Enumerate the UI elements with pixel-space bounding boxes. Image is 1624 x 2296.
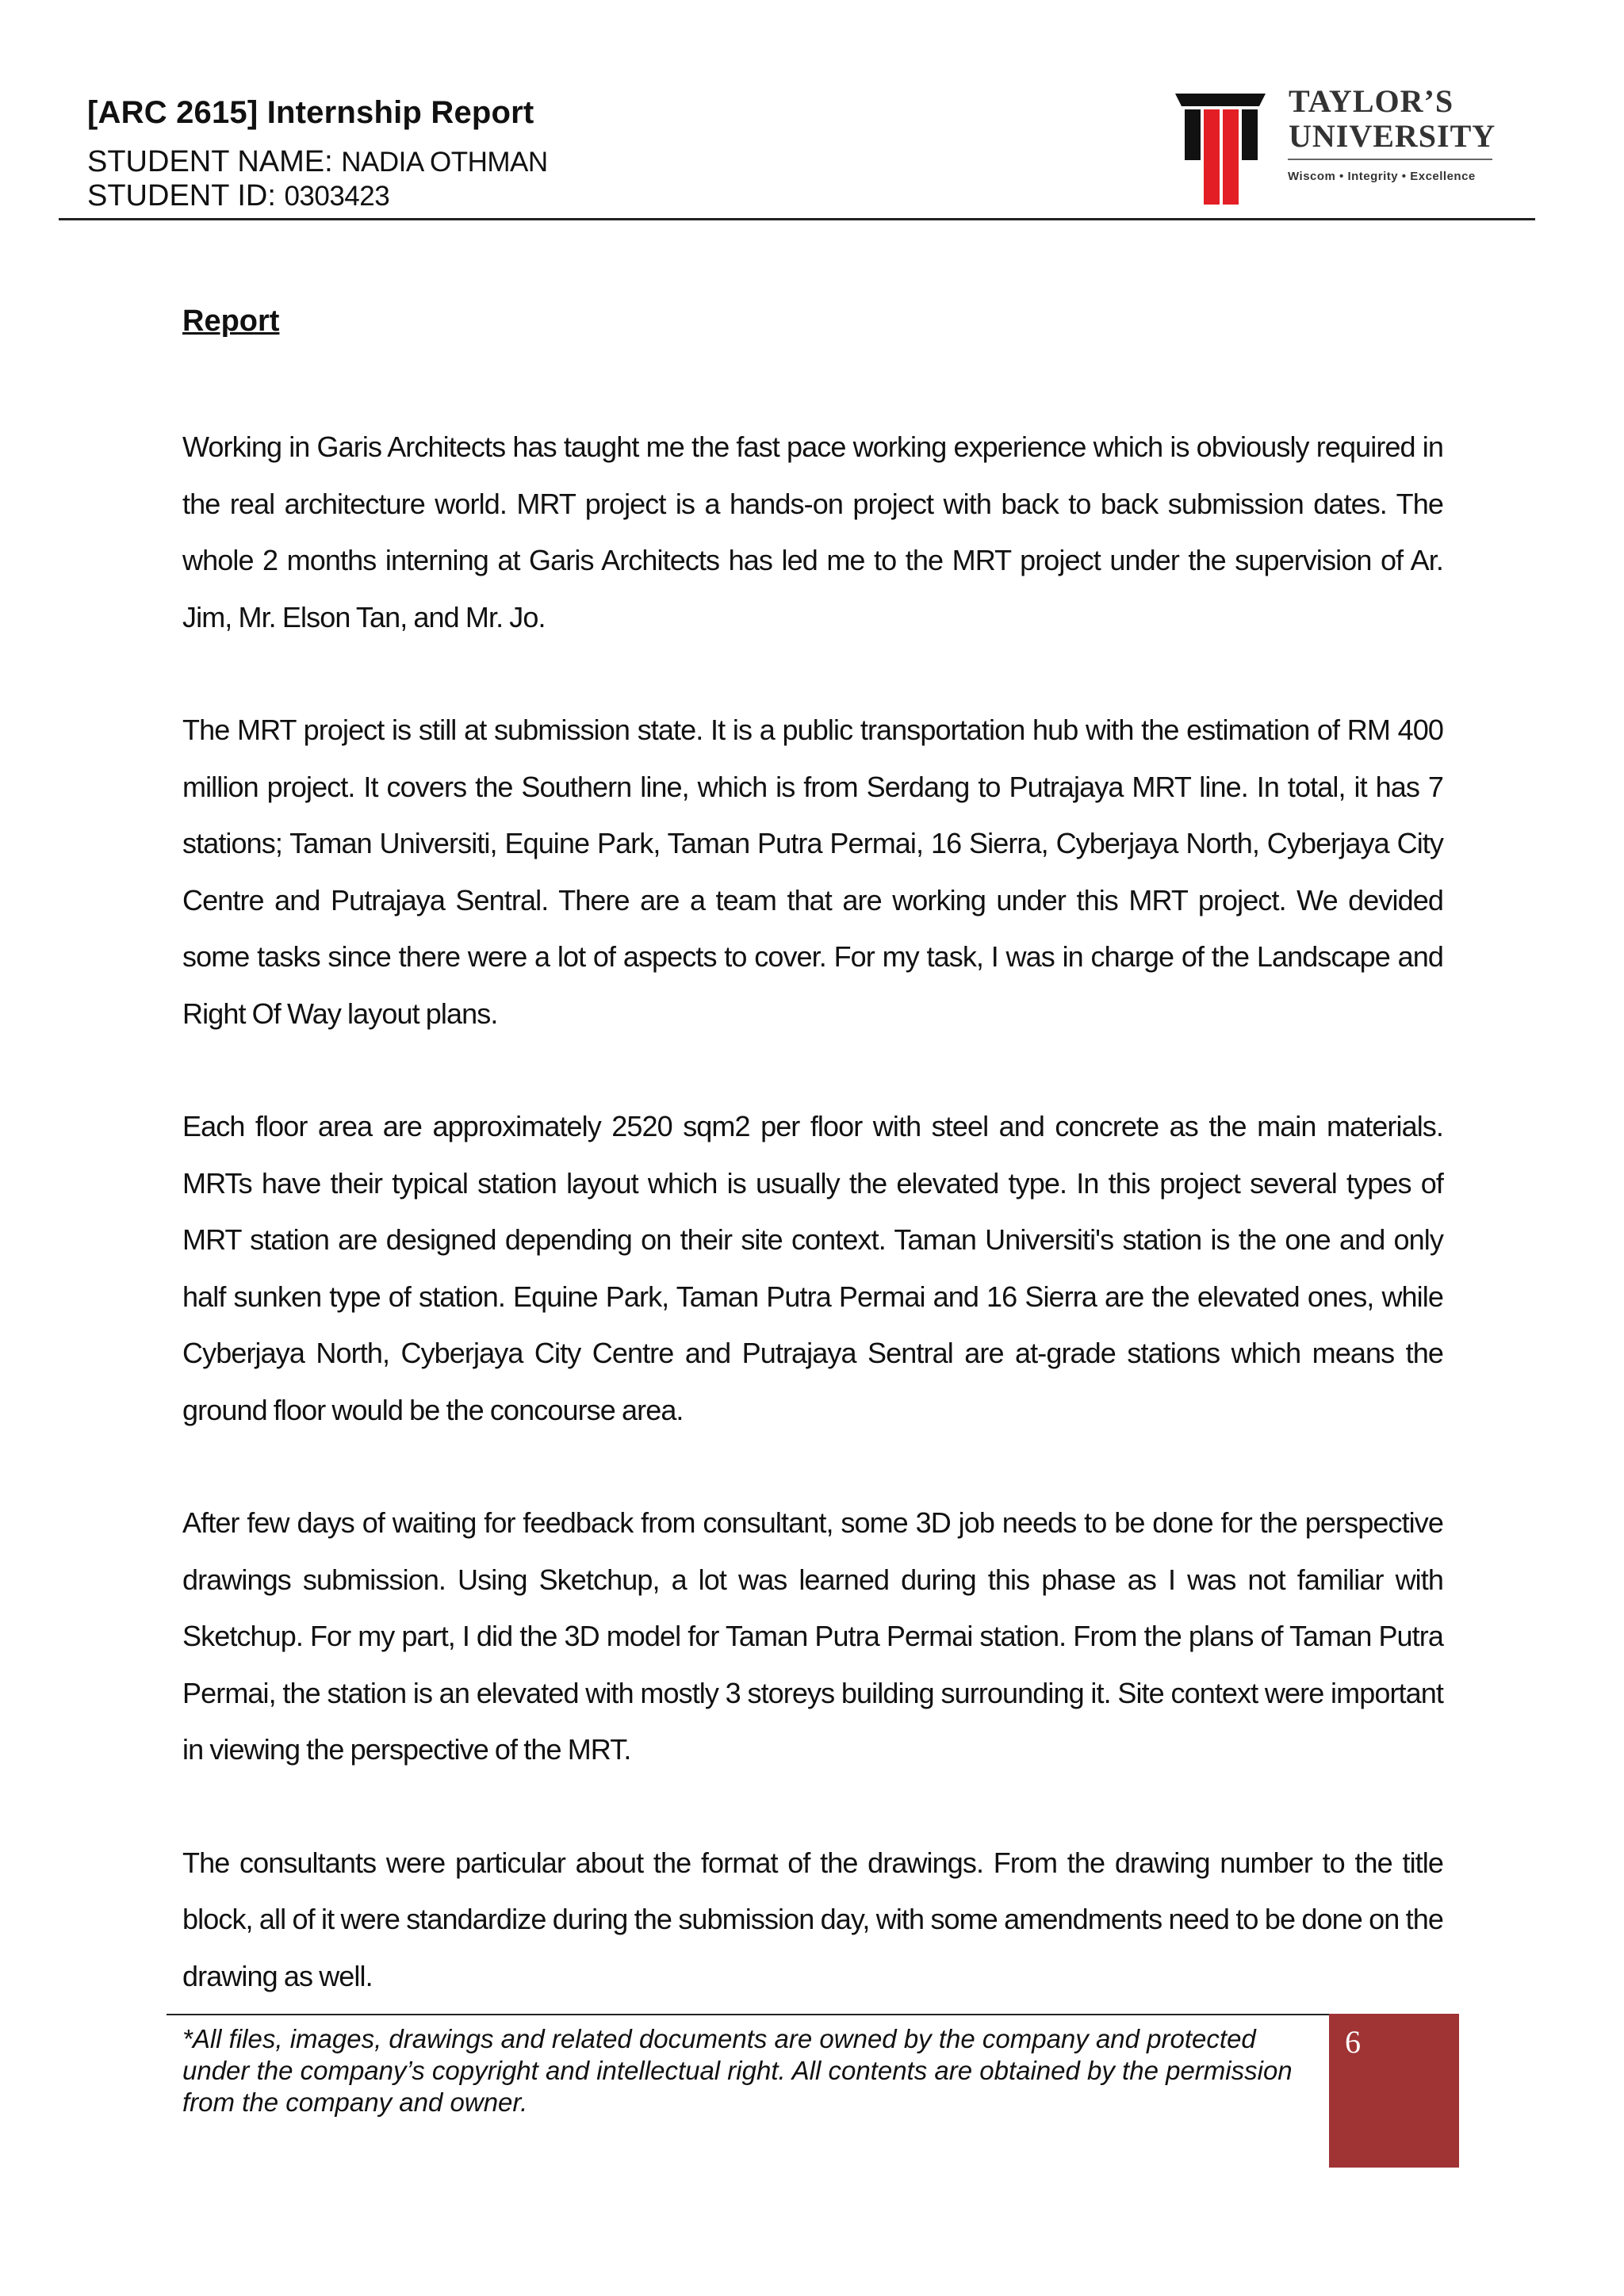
student-id-line bbox=[87, 179, 389, 213]
paragraph: After few days of waiting for feedback from consultant, some 3D job needs to be done for the perspective drawings submission. Using Sketchup, a lot was learned during this phase as I was not familiar with Sketchup. For my part, I did the 3D model for Taman Putra Permai station. From the plans of Taman Putra Permai, the station is an elevated with mostly 3 storeys building surrounding it. Site context were important in viewing the perspective of the MRT. bbox=[182, 1506, 1443, 1766]
paragraph: The consultants were particular about the format of the drawings. From the drawing number to the title block, all of it were standardize during the submission day, with some amendments need to be done on the drawing as well. bbox=[182, 1846, 1443, 1992]
paragraph: Working in Garis Architects has taught me the fast pace working experience which is obviously required in the real architecture world. MRT project is a hands-on project with back to back submission dates. The whole 2 months interning at Garis Architects has led me to the MRT project under the supervision of Ar. Jim, Mr. Elson Tan, and Mr. Jo. bbox=[182, 430, 1443, 633]
student-name-line bbox=[87, 145, 548, 179]
copyright-note: *All files, images, drawings and related documents are owned by the company and protected under the company’s copyright and intellectual right. All contents are obtained by the permission from the company and owner. bbox=[182, 2024, 1293, 2117]
student-id-value: 0303423 bbox=[284, 181, 390, 212]
logo-divider bbox=[1288, 159, 1492, 160]
course-title: [ARC 2615] Internship Report bbox=[87, 95, 534, 130]
student-name-value: NADIA OTHMAN bbox=[341, 147, 548, 178]
page-number: 6 bbox=[1345, 2024, 1361, 2060]
student-name-label: STUDENT NAME: bbox=[87, 145, 333, 178]
page-header bbox=[0, 0, 1624, 230]
logo-line-2: UNIVERSITY bbox=[1289, 118, 1496, 154]
paragraph: Each floor area are approximately 2520 sqm2 per floor with steel and concrete as the main materials. MRTs have their typical station layout which is usually the elevated type. In this project several types of MRT station are designed depending on their site context. Taman Universiti's station is the one and only half sunken type of station. Equine Park, Taman Putra Permai and 16 Sierra are the elevated ones, while Cyberjaya North, Cyberjaya City Centre and Putrajaya Sentral are at-grade stations which means the ground floor would be the concourse area. bbox=[182, 1110, 1443, 1426]
student-id-label: STUDENT ID: bbox=[87, 179, 276, 212]
logo-tagline: Wiscom • Integrity • Excellence bbox=[1288, 170, 1476, 183]
paragraph: The MRT project is still at submission state. It is a public transportation hub with the estimation of RM 400 million project. It covers the Southern line, which is from Serdang to Putrajaya MRT line. In total, it has 7 stations; Taman Universiti, Equine Park, Taman Putra Permai, 16 Sierra, Cyberjaya North, Cyberjaya City Centre and Putrajaya Sentral. There are a team that are working under this MRT project. We devided some tasks since there were a lot of aspects to cover. For my task, I was in charge of the Landscape and Right Of Way layout plans. bbox=[182, 714, 1443, 1030]
section-heading: Report bbox=[182, 304, 280, 338]
footer-divider bbox=[167, 2014, 1332, 2015]
logo-line-1: TAYLOR’S bbox=[1289, 83, 1454, 119]
header-divider bbox=[59, 218, 1535, 220]
logo-wordmark bbox=[1289, 84, 1496, 154]
report-body bbox=[182, 301, 1443, 2061]
